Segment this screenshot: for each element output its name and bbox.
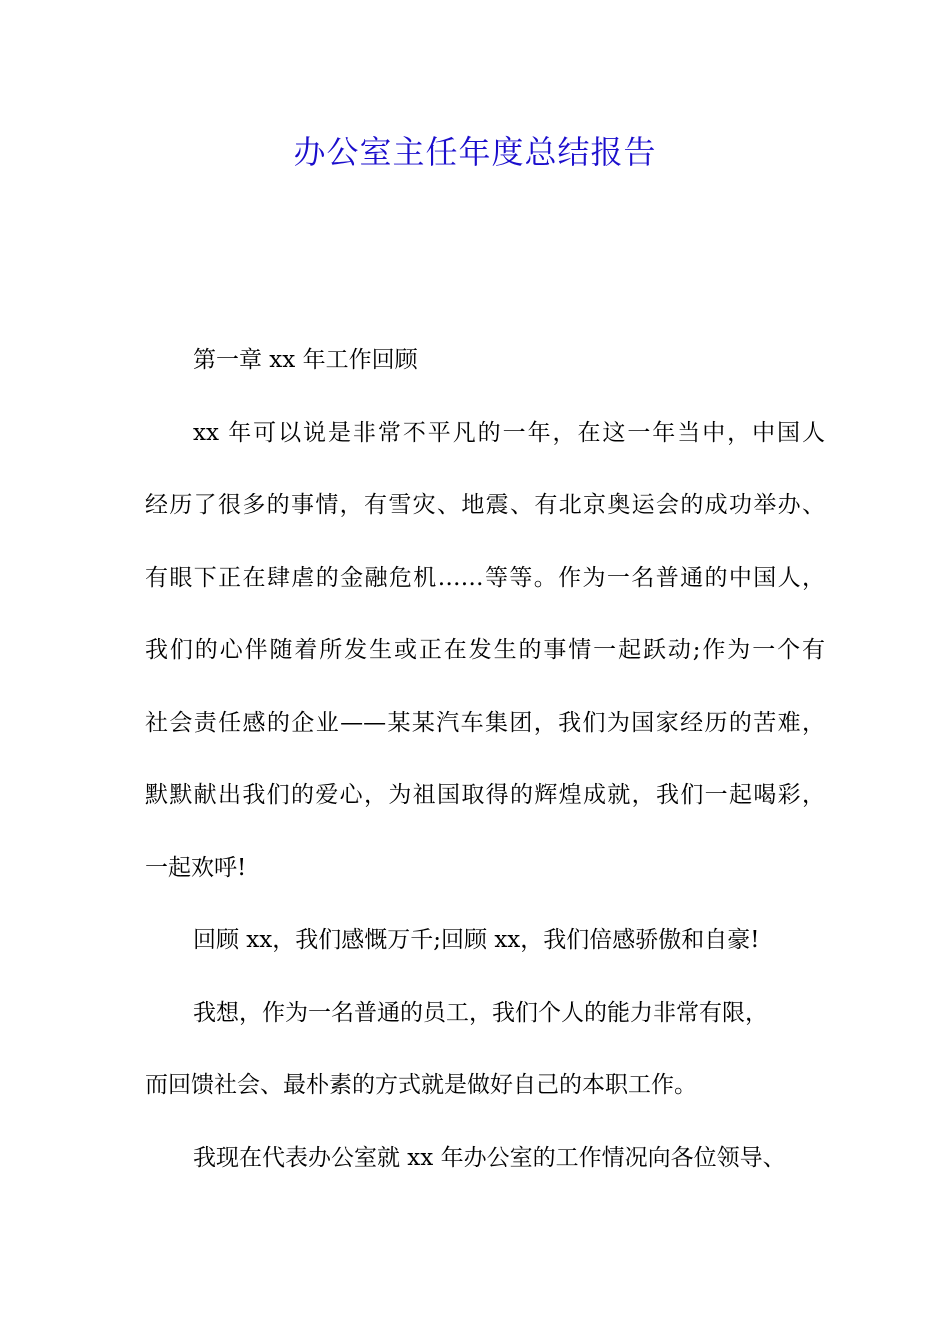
- paragraph-line: xx 年可以说是非常不平凡的一年，在这一年当中，中国人: [193, 419, 825, 446]
- paragraph-line: 有眼下正在肆虐的金融危机……等等。作为一名普通的中国人，: [145, 564, 825, 591]
- document-title: 办公室主任年度总结报告: [293, 133, 657, 171]
- chapter-heading: 第一章 xx 年工作回顾: [193, 347, 418, 373]
- paragraph-line: 一起欢呼!: [145, 854, 247, 881]
- document-body: [145, 336, 825, 1206]
- paragraph-line: 我想，作为一名普通的员工，我们个人的能力非常有限，: [193, 999, 768, 1026]
- paragraph-line: 默默献出我们的爱心，为祖国取得的辉煌成就，我们一起喝彩，: [145, 782, 825, 808]
- paragraph-line: 而回馈社会、最朴素的方式就是做好自己的本职工作。: [145, 1072, 697, 1098]
- paragraph-line: 我现在代表办公室就 xx 年办公室的工作情况向各位领导、: [193, 1144, 786, 1171]
- paragraph-line: 我们的心伴随着所发生或正在发生的事情一起跃动;作为一个有: [145, 637, 825, 663]
- paragraph-line: 经历了很多的事情，有雪灾、地震、有北京奥运会的成功举办、: [145, 492, 825, 518]
- paragraph-line: 回顾 xx，我们感慨万千;回顾 xx，我们倍感骄傲和自豪!: [193, 927, 760, 953]
- paragraph-line: 社会责任感的企业——某某汽车集团，我们为国家经历的苦难，: [145, 709, 825, 736]
